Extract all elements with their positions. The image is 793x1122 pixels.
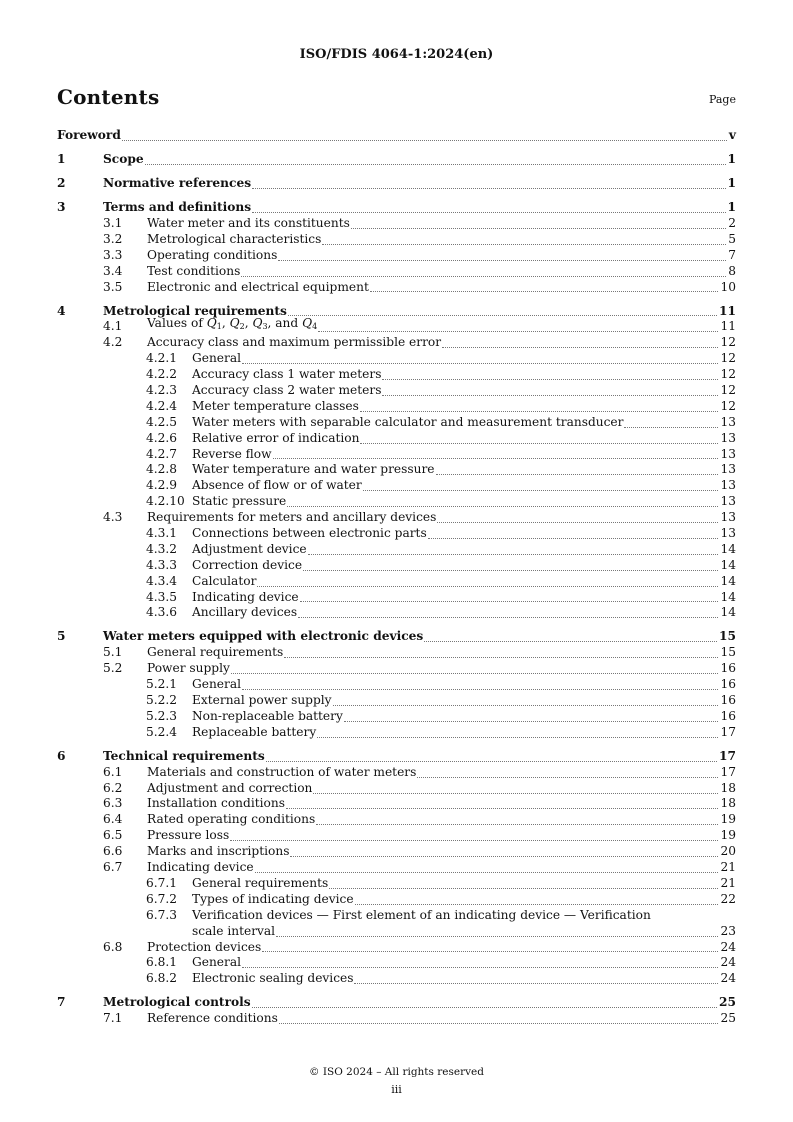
toc-entry-page: 16 — [720, 661, 736, 676]
dot-leader — [288, 314, 717, 316]
toc-entry-title: Installation conditions — [147, 796, 285, 811]
dot-leader — [370, 290, 719, 292]
toc-entry-page: 20 — [720, 844, 736, 859]
toc-entry-page: 13 — [720, 510, 736, 525]
toc-entry-number: 3.1 — [103, 215, 123, 230]
toc-entry[interactable] — [57, 749, 736, 765]
toc-entry[interactable] — [57, 1011, 736, 1027]
toc-entry-number: 6.7.2 — [146, 891, 178, 906]
toc-entry[interactable] — [57, 797, 736, 813]
toc-entry-number: 5 — [57, 629, 66, 644]
toc-entry-number: 4.2.1 — [146, 351, 178, 366]
toc-entry-title: Calculator — [192, 573, 257, 588]
toc-entry-page: 12 — [720, 335, 736, 350]
toc-entry-page: 13 — [720, 462, 736, 477]
dot-leader — [145, 163, 726, 165]
toc-entry[interactable] — [57, 765, 736, 781]
toc-entry-number: 3.3 — [103, 247, 123, 262]
toc-entry-number: 5.2.2 — [146, 693, 178, 708]
dot-leader — [624, 426, 718, 428]
toc-entry-title: Power supply — [147, 661, 230, 676]
dot-leader — [428, 537, 719, 539]
toc-entry-title: Verification devices — First element of an indicating device — Verification — [192, 907, 651, 922]
toc-entry-title: Correction device — [192, 557, 303, 572]
dot-leader — [322, 243, 726, 245]
toc-entry[interactable] — [57, 860, 736, 876]
toc-entry-page: 14 — [720, 541, 736, 556]
toc-entry-page: 12 — [720, 351, 736, 366]
toc-entry-number: 6.4 — [103, 812, 123, 827]
toc-entry[interactable] — [57, 216, 736, 232]
toc-entry-number: 6.6 — [103, 844, 123, 859]
toc-entry-number: 4.2.9 — [146, 478, 178, 493]
toc-entry-page: 24 — [720, 955, 736, 970]
toc-entry-number: 4.1 — [103, 319, 123, 334]
toc-entry-title: Values of $Q_1$, $Q_2$, $Q_3$, and $Q_4$ — [147, 316, 318, 332]
toc-entry-number: 5.1 — [103, 645, 123, 660]
toc-entry-title: Rated operating conditions — [147, 812, 316, 827]
dot-leader — [360, 442, 718, 444]
toc-entry-title: Accuracy class 2 water meters — [192, 383, 382, 397]
toc-entry[interactable] — [57, 725, 736, 741]
toc-entry[interactable] — [57, 605, 736, 621]
toc-entry-page: 21 — [720, 860, 736, 875]
toc-entry-number: 4.3.2 — [146, 541, 178, 556]
toc-entry-number: 7 — [57, 995, 66, 1010]
toc-entry-title: Ancillary devices — [192, 605, 298, 620]
table-of-contents — [57, 128, 736, 1027]
toc-entry-number: 3.4 — [103, 263, 123, 278]
dot-leader — [351, 227, 726, 229]
toc-entry-title: Water meter and its constituents — [147, 215, 350, 230]
toc-entry-title: Relative error of indication — [192, 430, 360, 445]
toc-entry-page: 11 — [719, 303, 736, 318]
toc-entry-title: Absence of flow or of water — [192, 478, 362, 493]
toc-entry[interactable] — [57, 526, 736, 542]
toc-entry-number: 6.7 — [103, 860, 123, 875]
toc-entry-number: 3.5 — [103, 279, 123, 294]
toc-entry-title: Adjustment device — [192, 541, 307, 556]
dot-leader — [355, 903, 719, 905]
toc-entry-title: Metrological characteristics — [147, 231, 322, 246]
toc-entry-title: Accuracy class and maximum permissible error — [147, 335, 442, 350]
dot-leader — [252, 1006, 717, 1008]
toc-entry-page: 5 — [728, 231, 736, 246]
dot-leader — [266, 760, 717, 762]
toc-entry-number: 6.7.1 — [146, 875, 178, 890]
toc-entry[interactable] — [57, 574, 736, 590]
toc-entry-page: 12 — [720, 383, 736, 397]
toc-entry[interactable] — [57, 264, 736, 280]
dot-leader — [122, 139, 727, 141]
toc-entry-page: 13 — [720, 478, 736, 493]
contents-heading: Contents — [57, 85, 160, 109]
toc-entry-title: Indicating device — [147, 860, 254, 875]
toc-entry-number: 2 — [57, 176, 66, 191]
toc-entry-number: 4.2.10 — [146, 494, 185, 509]
toc-entry-title: Adjustment and correction — [147, 780, 313, 795]
page-number: iii — [391, 1083, 402, 1096]
dot-leader — [252, 211, 725, 213]
dot-leader — [262, 950, 718, 952]
toc-entry[interactable] — [57, 431, 736, 447]
toc-entry-page: 19 — [720, 828, 736, 843]
toc-entry-title: Operating conditions — [147, 247, 278, 262]
dot-leader — [437, 521, 718, 523]
dot-leader — [354, 982, 718, 984]
toc-entry-page: 13 — [720, 526, 736, 541]
toc-entry[interactable] — [57, 661, 736, 677]
dot-leader — [308, 553, 719, 555]
toc-entry[interactable] — [57, 955, 736, 971]
toc-entry[interactable] — [57, 510, 736, 526]
toc-entry-page: 21 — [720, 875, 736, 890]
toc-entry-title: Normative references — [103, 176, 252, 191]
toc-entry-title: General — [192, 677, 241, 692]
dot-leader — [230, 839, 718, 841]
dot-leader — [442, 346, 718, 348]
toc-entry-page: 22 — [720, 891, 736, 906]
toc-entry-title: Metrological requirements — [103, 303, 287, 318]
dot-leader — [652, 920, 734, 921]
toc-entry-title: General requirements — [192, 875, 329, 890]
dot-leader — [344, 720, 719, 722]
dot-leader — [417, 776, 718, 778]
dot-leader — [242, 688, 718, 690]
toc-entry[interactable] — [57, 335, 736, 351]
dot-leader — [279, 1022, 719, 1024]
toc-entry[interactable] — [57, 709, 736, 725]
dot-leader — [255, 871, 719, 873]
dot-leader — [273, 457, 719, 459]
toc-entry-number: 4.3.4 — [146, 573, 178, 588]
copyright-footer: © ISO 2024 – All rights reserved — [309, 1066, 484, 1078]
toc-entry-title: Connections between electronic parts — [192, 526, 427, 541]
toc-entry-title-continued: scale interval — [192, 923, 276, 938]
toc-entry[interactable] — [57, 232, 736, 248]
toc-entry[interactable] — [57, 176, 736, 192]
dot-leader — [287, 505, 718, 507]
page-column-label: Page — [708, 93, 736, 106]
toc-entry[interactable] — [57, 892, 736, 908]
toc-entry-title: General requirements — [147, 645, 284, 660]
toc-entry-title: Technical requirements — [103, 748, 265, 763]
dot-leader — [300, 600, 719, 602]
toc-entry-page: 18 — [720, 796, 736, 811]
dot-leader — [278, 259, 726, 261]
dot-leader — [360, 410, 719, 412]
toc-entry-title: Pressure loss — [147, 828, 230, 843]
toc-entry-page: 13 — [720, 494, 736, 509]
toc-entry-number: 6.1 — [103, 764, 123, 779]
toc-entry-number: 6.3 — [103, 796, 123, 811]
toc-entry-number: 4.2.8 — [146, 462, 178, 477]
toc-entry-page: v — [728, 128, 736, 143]
toc-entry-title: Water meters with separable calculator and measurement transducer — [192, 414, 624, 429]
toc-entry-title: Terms and definitions — [103, 200, 252, 215]
toc-entry-page: 1 — [727, 200, 736, 215]
toc-entry[interactable] — [57, 645, 736, 661]
toc-entry-title: Reverse flow — [192, 446, 272, 461]
toc-entry-page: 13 — [720, 446, 736, 461]
toc-entry[interactable] — [57, 494, 736, 510]
toc-entry-page: 7 — [728, 247, 736, 262]
dot-leader — [318, 330, 718, 332]
toc-entry-page: 14 — [720, 573, 736, 588]
toc-entry-title: General — [192, 351, 241, 366]
toc-entry-number: 4.2.2 — [146, 367, 178, 382]
toc-entry-number: 3 — [57, 200, 66, 215]
toc-entry-number: 4.3.6 — [146, 605, 178, 620]
toc-entry-title: Test conditions — [147, 263, 241, 278]
toc-entry-page: 2 — [728, 215, 736, 230]
toc-entry-title: Water meters equipped with electronic devices — [103, 629, 424, 644]
toc-entry-page: 1 — [727, 176, 736, 191]
toc-entry-number: 6.8 — [103, 939, 123, 954]
toc-entry[interactable] — [57, 316, 736, 335]
toc-entry-number: 4.2.4 — [146, 398, 178, 413]
toc-entry-page: 16 — [720, 693, 736, 708]
toc-entry-page: 11 — [720, 319, 736, 334]
toc-entry-title: Electronic sealing devices — [192, 971, 354, 986]
toc-entry-number: 4.3.5 — [146, 589, 178, 604]
toc-entry-title: Protection devices — [147, 939, 262, 954]
toc-entry-page: 17 — [719, 748, 736, 763]
toc-entry-title: Marks and inscriptions — [147, 844, 290, 859]
toc-entry-page: 24 — [720, 939, 736, 954]
toc-entry[interactable] — [57, 383, 736, 399]
toc-entry[interactable] — [57, 844, 736, 860]
toc-entry-title: Electronic and electrical equipment — [147, 279, 369, 294]
toc-entry-number: 1 — [57, 152, 66, 167]
toc-entry[interactable] — [57, 971, 736, 987]
toc-entry-page: 14 — [720, 557, 736, 572]
toc-entry-title: Types of indicating device — [192, 891, 354, 906]
dot-leader — [317, 736, 718, 738]
toc-entry[interactable] — [57, 478, 736, 494]
dot-leader — [231, 672, 719, 674]
toc-entry-number: 7.1 — [103, 1011, 123, 1026]
dot-leader — [363, 489, 719, 491]
toc-entry[interactable] — [57, 590, 736, 606]
toc-entry-number: 4.2.5 — [146, 414, 178, 429]
toc-entry[interactable] — [57, 677, 736, 693]
toc-entry[interactable] — [57, 558, 736, 574]
dot-leader — [382, 378, 718, 380]
dot-leader — [242, 362, 718, 364]
toc-entry-page: 24 — [720, 971, 736, 986]
toc-entry-number: 4.3 — [103, 510, 123, 525]
toc-entry[interactable] — [57, 280, 736, 296]
toc-entry-page: 25 — [720, 1011, 736, 1026]
toc-entry-number: 6 — [57, 748, 66, 763]
toc-entry-title: Indicating device — [192, 589, 299, 604]
toc-entry[interactable] — [57, 693, 736, 709]
document-header: ISO/FDIS 4064-1:2024(en) — [299, 47, 494, 62]
toc-entry[interactable] — [57, 908, 736, 924]
toc-entry-page: 17 — [720, 724, 736, 739]
toc-entry-title: Meter temperature classes — [192, 398, 359, 413]
toc-entry[interactable] — [57, 812, 736, 828]
dot-leader — [290, 855, 718, 857]
toc-entry[interactable] — [57, 447, 736, 463]
dot-leader — [329, 887, 718, 889]
toc-entry-number: 4.2.6 — [146, 430, 178, 445]
dot-leader — [298, 616, 718, 618]
dot-leader — [276, 935, 718, 937]
toc-entry-title: Non-replaceable battery — [192, 708, 343, 723]
toc-entry-title: External power supply — [192, 693, 332, 708]
toc-entry-page: 23 — [720, 923, 736, 938]
toc-entry-number: 4 — [57, 303, 66, 318]
toc-entry-title: Replaceable battery — [192, 724, 317, 739]
dot-leader — [436, 473, 719, 475]
toc-entry-page: 16 — [720, 677, 736, 692]
toc-entry-page: 13 — [720, 430, 736, 445]
toc-entry-page: 12 — [720, 367, 736, 382]
dot-leader — [241, 275, 726, 277]
toc-entry-number: 6.2 — [103, 780, 123, 795]
toc-entry-number: 6.5 — [103, 828, 123, 843]
toc-entry[interactable] — [57, 828, 736, 844]
dot-leader — [382, 394, 718, 396]
toc-entry-page: 17 — [720, 764, 736, 779]
toc-entry-number: 5.2.4 — [146, 724, 178, 739]
dot-leader — [333, 704, 719, 706]
toc-entry-number: 5.2.1 — [146, 677, 178, 692]
toc-entry-title: Water temperature and water pressure — [192, 462, 435, 477]
dot-leader — [284, 656, 718, 658]
toc-entry-number: 4.2.3 — [146, 383, 178, 397]
toc-entry[interactable] — [57, 367, 736, 383]
toc-entry-number: 5.2.3 — [146, 708, 178, 723]
toc-entry[interactable] — [57, 128, 736, 144]
toc-entry-number: 4.2 — [103, 335, 123, 350]
toc-entry[interactable] — [57, 415, 736, 431]
toc-entry-title: Static pressure — [192, 494, 287, 509]
toc-entry[interactable] — [57, 351, 736, 367]
toc-entry-page: 13 — [720, 414, 736, 429]
toc-entry[interactable] — [57, 876, 736, 892]
toc-entry-title: Metrological controls — [103, 995, 251, 1010]
dot-leader — [257, 585, 718, 587]
toc-entry-title: Accuracy class 1 water meters — [192, 367, 382, 382]
toc-entry-page: 16 — [720, 708, 736, 723]
toc-entry-title: Foreword — [57, 128, 121, 143]
toc-entry-page: 1 — [727, 152, 736, 167]
toc-entry-title: General — [192, 955, 241, 970]
toc-entry[interactable] — [57, 462, 736, 478]
dot-leader — [303, 569, 718, 571]
toc-entry-page: 14 — [720, 589, 736, 604]
toc-entry-page: 15 — [719, 629, 736, 644]
toc-entry[interactable] — [57, 940, 736, 956]
toc-entry-number: 6.8.1 — [146, 955, 178, 970]
toc-entry-number: 6.7.3 — [146, 907, 178, 922]
toc-entry-page: 15 — [720, 645, 736, 660]
toc-entry-page: 18 — [720, 780, 736, 795]
toc-entry-title: Materials and construction of water meters — [147, 764, 417, 779]
toc-entry[interactable] — [57, 200, 736, 216]
toc-entry-title: Reference conditions — [147, 1011, 278, 1026]
toc-entry[interactable] — [57, 629, 736, 645]
dot-leader — [424, 640, 717, 642]
toc-entry-page: 19 — [720, 812, 736, 827]
toc-entry-page: 12 — [720, 398, 736, 413]
dot-leader — [252, 187, 725, 189]
toc-entry-page: 8 — [728, 263, 736, 278]
toc-entry-number: 4.3.1 — [146, 526, 178, 541]
toc-entry-continuation[interactable] — [57, 924, 736, 940]
toc-entry[interactable] — [57, 399, 736, 415]
dot-leader — [313, 792, 718, 794]
toc-entry[interactable] — [57, 995, 736, 1011]
toc-entry-title: Scope — [103, 152, 144, 167]
toc-entry[interactable] — [57, 781, 736, 797]
toc-entry-title: Requirements for meters and ancillary devices — [147, 510, 437, 525]
dot-leader — [242, 966, 718, 968]
toc-entry-number: 3.2 — [103, 231, 123, 246]
dot-leader — [286, 807, 719, 809]
toc-entry-page: 25 — [719, 995, 736, 1010]
toc-entry-number: 6.8.2 — [146, 971, 178, 986]
dot-leader — [316, 823, 718, 825]
toc-entry[interactable] — [57, 248, 736, 264]
toc-entry[interactable] — [57, 542, 736, 558]
toc-entry-page: 10 — [720, 279, 736, 294]
toc-entry-number: 5.2 — [103, 661, 123, 676]
toc-entry-page: 14 — [720, 605, 736, 620]
toc-entry[interactable] — [57, 152, 736, 168]
toc-entry-number: 4.3.3 — [146, 557, 178, 572]
toc-entry-number: 4.2.7 — [146, 446, 178, 461]
